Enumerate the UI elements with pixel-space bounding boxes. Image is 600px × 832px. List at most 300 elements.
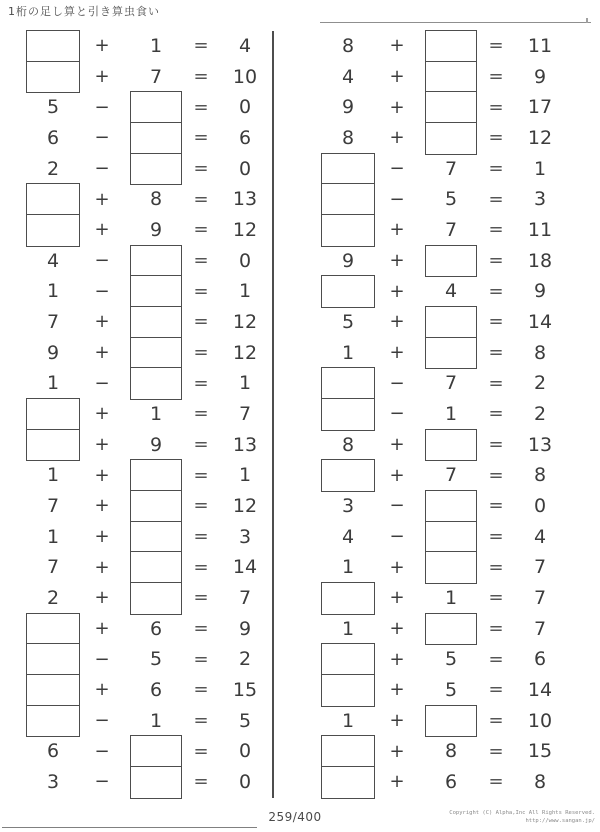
operand-b [413, 123, 489, 154]
operand-b [413, 246, 489, 277]
operand-a: 1 [46, 464, 60, 487]
operand-b: 6 [444, 770, 458, 793]
operator: − [94, 96, 110, 118]
operand-a: 8 [341, 433, 355, 456]
answer-box[interactable] [321, 459, 375, 492]
equals-sign: = [193, 618, 209, 640]
operand-a: 1 [341, 709, 355, 732]
operand-b [413, 307, 489, 338]
problem-row [315, 460, 577, 491]
result: 12 [232, 494, 258, 517]
answer-box[interactable] [425, 61, 477, 94]
answer-box[interactable] [130, 245, 182, 278]
operator: + [389, 280, 405, 302]
problem-row [315, 123, 577, 154]
answer-box[interactable] [26, 214, 80, 247]
answer-box[interactable] [425, 490, 477, 523]
result: 8 [533, 341, 547, 364]
operand-a: 5 [46, 96, 60, 119]
result: 7 [238, 402, 252, 425]
operand-a: 6 [46, 126, 60, 149]
operand-a: 1 [341, 617, 355, 640]
result: 0 [238, 249, 252, 272]
problem-row [315, 62, 577, 93]
operand-b [118, 522, 194, 553]
result: 6 [533, 648, 547, 671]
result: 8 [533, 770, 547, 793]
result: 5 [238, 709, 252, 732]
operand-b [413, 430, 489, 461]
equals-sign: = [193, 96, 209, 118]
result: 1 [238, 464, 252, 487]
name-line[interactable] [320, 22, 591, 23]
answer-box[interactable] [130, 490, 182, 523]
problem-row [315, 767, 577, 798]
operand-b: 9 [149, 218, 163, 241]
answer-box[interactable] [26, 674, 80, 707]
answer-box[interactable] [425, 122, 477, 155]
problem-row [20, 154, 282, 185]
operand-b: 1 [149, 34, 163, 57]
answer-box[interactable] [130, 275, 182, 308]
equals-sign: = [488, 434, 504, 456]
operand-a [315, 736, 381, 767]
equals-sign: = [488, 526, 504, 548]
operand-a [20, 215, 86, 246]
operator: + [389, 648, 405, 670]
problem-row [315, 491, 577, 522]
result: 2 [533, 372, 547, 395]
equals-sign: = [193, 188, 209, 210]
operand-b: 7 [444, 157, 458, 180]
operand-a [315, 767, 381, 798]
operand-b: 8 [149, 188, 163, 211]
problem-row [315, 307, 577, 338]
operand-b: 6 [149, 678, 163, 701]
operator: − [94, 648, 110, 670]
answer-box[interactable] [321, 153, 375, 186]
answer-box[interactable] [425, 613, 477, 646]
operator: + [94, 587, 110, 609]
operand-a: 7 [46, 556, 60, 579]
problem-row [20, 644, 282, 675]
operand-a [315, 460, 381, 491]
result: 13 [232, 188, 258, 211]
operand-b: 7 [444, 372, 458, 395]
operand-a [315, 644, 381, 675]
answer-box[interactable] [130, 551, 182, 584]
problem-row [20, 430, 282, 461]
operand-b: 5 [149, 648, 163, 671]
operator: + [389, 618, 405, 640]
operand-b: 1 [444, 586, 458, 609]
result: 1 [238, 372, 252, 395]
answer-box[interactable] [425, 521, 477, 554]
problem-row [20, 215, 282, 246]
operand-b: 5 [444, 678, 458, 701]
problem-row [20, 767, 282, 798]
operator: − [389, 158, 405, 180]
result: 15 [232, 678, 258, 701]
answer-box[interactable] [130, 91, 182, 124]
operand-a [20, 430, 86, 461]
operand-b [118, 460, 194, 491]
equals-sign: = [193, 280, 209, 302]
problem-row [20, 460, 282, 491]
problem-row [315, 430, 577, 461]
operand-a: 8 [341, 34, 355, 57]
answer-box[interactable] [425, 306, 477, 339]
answer-box[interactable] [26, 30, 80, 63]
operator: − [94, 710, 110, 732]
problem-row [20, 246, 282, 277]
result: 9 [238, 617, 252, 640]
equals-sign: = [488, 96, 504, 118]
problem-row [315, 184, 577, 215]
answer-box[interactable] [26, 429, 80, 462]
problem-row [20, 522, 282, 553]
problem-row [20, 736, 282, 767]
result: 10 [232, 65, 258, 88]
equals-sign: = [488, 679, 504, 701]
problem-row [20, 62, 282, 93]
operand-a: 4 [46, 249, 60, 272]
footer-line [2, 827, 257, 828]
operand-b [413, 31, 489, 62]
operand-a: 1 [46, 525, 60, 548]
answer-box[interactable] [425, 91, 477, 124]
answer-box[interactable] [321, 766, 375, 799]
problem-row [315, 92, 577, 123]
answer-box[interactable] [425, 245, 477, 278]
operand-b: 7 [444, 464, 458, 487]
result: 3 [533, 188, 547, 211]
answer-box[interactable] [130, 367, 182, 400]
result: 10 [527, 709, 553, 732]
operator: + [389, 96, 405, 118]
operator: − [94, 771, 110, 793]
result: 12 [232, 218, 258, 241]
answer-box[interactable] [425, 551, 477, 584]
result: 4 [238, 34, 252, 57]
answer-box[interactable] [130, 337, 182, 370]
operator: − [389, 188, 405, 210]
equals-sign: = [193, 526, 209, 548]
equals-sign: = [488, 158, 504, 180]
operand-b [118, 368, 194, 399]
operand-a: 3 [46, 770, 60, 793]
result: 0 [533, 494, 547, 517]
problem-row [315, 246, 577, 277]
operator: + [389, 219, 405, 241]
result: 13 [232, 433, 258, 456]
operand-b [413, 92, 489, 123]
result: 0 [238, 740, 252, 763]
operand-b [118, 583, 194, 614]
operator: + [94, 35, 110, 57]
problem-row [20, 184, 282, 215]
operator: − [389, 372, 405, 394]
operand-b: 1 [444, 402, 458, 425]
operand-b [118, 338, 194, 369]
problem-row [315, 706, 577, 737]
answer-box[interactable] [130, 766, 182, 799]
operand-a: 9 [46, 341, 60, 364]
operator: + [389, 35, 405, 57]
operator: + [94, 403, 110, 425]
operand-b: 7 [444, 218, 458, 241]
operand-b: 7 [149, 65, 163, 88]
equals-sign: = [193, 158, 209, 180]
result: 15 [527, 740, 553, 763]
result: 9 [533, 280, 547, 303]
equals-sign: = [193, 556, 209, 578]
answer-box[interactable] [321, 398, 375, 431]
operator: + [94, 618, 110, 640]
copyright-line2: http://www.sangan.jp/ [525, 818, 595, 825]
result: 8 [533, 464, 547, 487]
problem-row [315, 31, 577, 62]
equals-sign: = [193, 740, 209, 762]
answer-box[interactable] [26, 643, 80, 676]
answer-box[interactable] [26, 705, 80, 738]
result: 14 [527, 310, 553, 333]
operator: + [389, 342, 405, 364]
name-line-end-tick [586, 18, 588, 23]
answer-box[interactable] [321, 735, 375, 768]
problem-row [315, 338, 577, 369]
operand-a [315, 276, 381, 307]
equals-sign: = [488, 311, 504, 333]
answer-box[interactable] [130, 153, 182, 186]
result: 17 [527, 96, 553, 119]
result: 7 [533, 586, 547, 609]
result: 12 [527, 126, 553, 149]
operand-b [118, 276, 194, 307]
problems-left [20, 31, 282, 798]
answer-box[interactable] [130, 122, 182, 155]
problem-row [20, 31, 282, 62]
copyright [425, 809, 595, 826]
answer-box[interactable] [425, 705, 477, 738]
answer-box[interactable] [321, 674, 375, 707]
equals-sign: = [488, 495, 504, 517]
problem-row [20, 675, 282, 706]
result: 6 [238, 126, 252, 149]
operand-a: 9 [341, 96, 355, 119]
answer-box[interactable] [321, 582, 375, 615]
operator: + [94, 219, 110, 241]
operand-b [118, 154, 194, 185]
operand-b: 5 [444, 648, 458, 671]
result: 7 [533, 556, 547, 579]
equals-sign: = [193, 250, 209, 272]
equals-sign: = [488, 342, 504, 364]
equals-sign: = [488, 618, 504, 640]
operator: + [94, 495, 110, 517]
result: 2 [238, 648, 252, 671]
problem-row [315, 552, 577, 583]
problem-row [20, 123, 282, 154]
operand-b: 6 [149, 617, 163, 640]
result: 3 [238, 525, 252, 548]
answer-box[interactable] [26, 61, 80, 94]
operand-a [20, 614, 86, 645]
equals-sign: = [488, 66, 504, 87]
result: 18 [527, 249, 553, 272]
operator: + [389, 311, 405, 333]
operand-a [315, 368, 381, 399]
result: 12 [232, 341, 258, 364]
answer-box[interactable] [321, 275, 375, 308]
operator: − [94, 250, 110, 272]
operand-b [118, 92, 194, 123]
operator: + [94, 66, 110, 87]
operand-a [20, 644, 86, 675]
operator: + [389, 771, 405, 793]
answer-box[interactable] [130, 306, 182, 339]
equals-sign: = [488, 556, 504, 578]
equals-sign: = [488, 464, 504, 486]
operand-a: 1 [341, 556, 355, 579]
equals-sign: = [488, 35, 504, 57]
operand-a [315, 184, 381, 215]
answer-box[interactable] [321, 183, 375, 216]
operand-b [413, 706, 489, 737]
problem-row [315, 215, 577, 246]
answer-box[interactable] [321, 214, 375, 247]
answer-box[interactable] [425, 429, 477, 462]
operator: + [389, 679, 405, 701]
operator: − [389, 526, 405, 548]
operator: + [94, 434, 110, 456]
problem-row [315, 644, 577, 675]
operand-a [315, 675, 381, 706]
answer-box[interactable] [130, 735, 182, 768]
operator: − [94, 372, 110, 394]
operand-b [118, 491, 194, 522]
problem-row [20, 338, 282, 369]
operand-a: 1 [341, 341, 355, 364]
equals-sign: = [488, 372, 504, 394]
operator: + [389, 556, 405, 578]
page-title: 1桁の足し算と引き算虫食い [8, 5, 160, 18]
operand-b [118, 767, 194, 798]
equals-sign: = [193, 372, 209, 394]
operand-b [413, 491, 489, 522]
equals-sign: = [488, 280, 504, 302]
operator: − [94, 740, 110, 762]
operator: + [389, 127, 405, 149]
operator: + [94, 526, 110, 548]
operand-a: 1 [46, 280, 60, 303]
equals-sign: = [193, 35, 209, 57]
problem-row [20, 399, 282, 430]
operand-a [315, 399, 381, 430]
problem-row [20, 276, 282, 307]
problem-row [315, 736, 577, 767]
operand-b: 1 [149, 709, 163, 732]
problem-row [315, 614, 577, 645]
operator: − [94, 280, 110, 302]
equals-sign: = [488, 648, 504, 670]
result: 9 [533, 65, 547, 88]
operand-b: 9 [149, 433, 163, 456]
equals-sign: = [193, 648, 209, 670]
answer-box[interactable] [425, 30, 477, 63]
operand-b [118, 246, 194, 277]
problems-right [315, 31, 577, 798]
problem-row [20, 614, 282, 645]
operator: + [94, 188, 110, 210]
copyright-line1: Copyright (C) Alpha,Inc All Rights Reserved. [449, 810, 595, 816]
operand-b [118, 736, 194, 767]
equals-sign: = [193, 771, 209, 793]
operand-a [315, 154, 381, 185]
equals-sign: = [488, 740, 504, 762]
operator: + [389, 464, 405, 486]
result: 0 [238, 157, 252, 180]
operand-a: 7 [46, 310, 60, 333]
equals-sign: = [488, 188, 504, 210]
answer-box[interactable] [321, 367, 375, 400]
operand-b [118, 307, 194, 338]
operand-b: 1 [149, 402, 163, 425]
answer-box[interactable] [321, 643, 375, 676]
answer-box[interactable] [130, 582, 182, 615]
operand-b [413, 614, 489, 645]
problem-row [315, 675, 577, 706]
operator: + [389, 740, 405, 762]
problem-row [20, 92, 282, 123]
problem-row [315, 368, 577, 399]
operator: − [389, 403, 405, 425]
answer-box[interactable] [26, 613, 80, 646]
equals-sign: = [193, 342, 209, 364]
operand-b: 8 [444, 740, 458, 763]
operand-a: 4 [341, 525, 355, 548]
problem-row [315, 276, 577, 307]
operand-b [413, 62, 489, 93]
operator: + [389, 250, 405, 272]
equals-sign: = [488, 219, 504, 241]
answer-box[interactable] [130, 459, 182, 492]
equals-sign: = [193, 311, 209, 333]
result: 12 [232, 310, 258, 333]
problem-row [20, 307, 282, 338]
answer-box[interactable] [26, 398, 80, 431]
answer-box[interactable] [425, 337, 477, 370]
operand-b: 5 [444, 188, 458, 211]
answer-box[interactable] [26, 183, 80, 216]
equals-sign: = [193, 219, 209, 241]
problem-row [315, 399, 577, 430]
result: 1 [238, 280, 252, 303]
operand-a: 5 [341, 310, 355, 333]
equals-sign: = [488, 771, 504, 793]
equals-sign: = [193, 679, 209, 701]
equals-sign: = [488, 127, 504, 149]
result: 4 [533, 525, 547, 548]
equals-sign: = [488, 403, 504, 425]
operand-a [20, 675, 86, 706]
operator: − [94, 158, 110, 180]
operand-a: 2 [46, 157, 60, 180]
answer-box[interactable] [130, 521, 182, 554]
operand-a: 7 [46, 494, 60, 517]
problem-row [315, 154, 577, 185]
operator: − [94, 127, 110, 149]
